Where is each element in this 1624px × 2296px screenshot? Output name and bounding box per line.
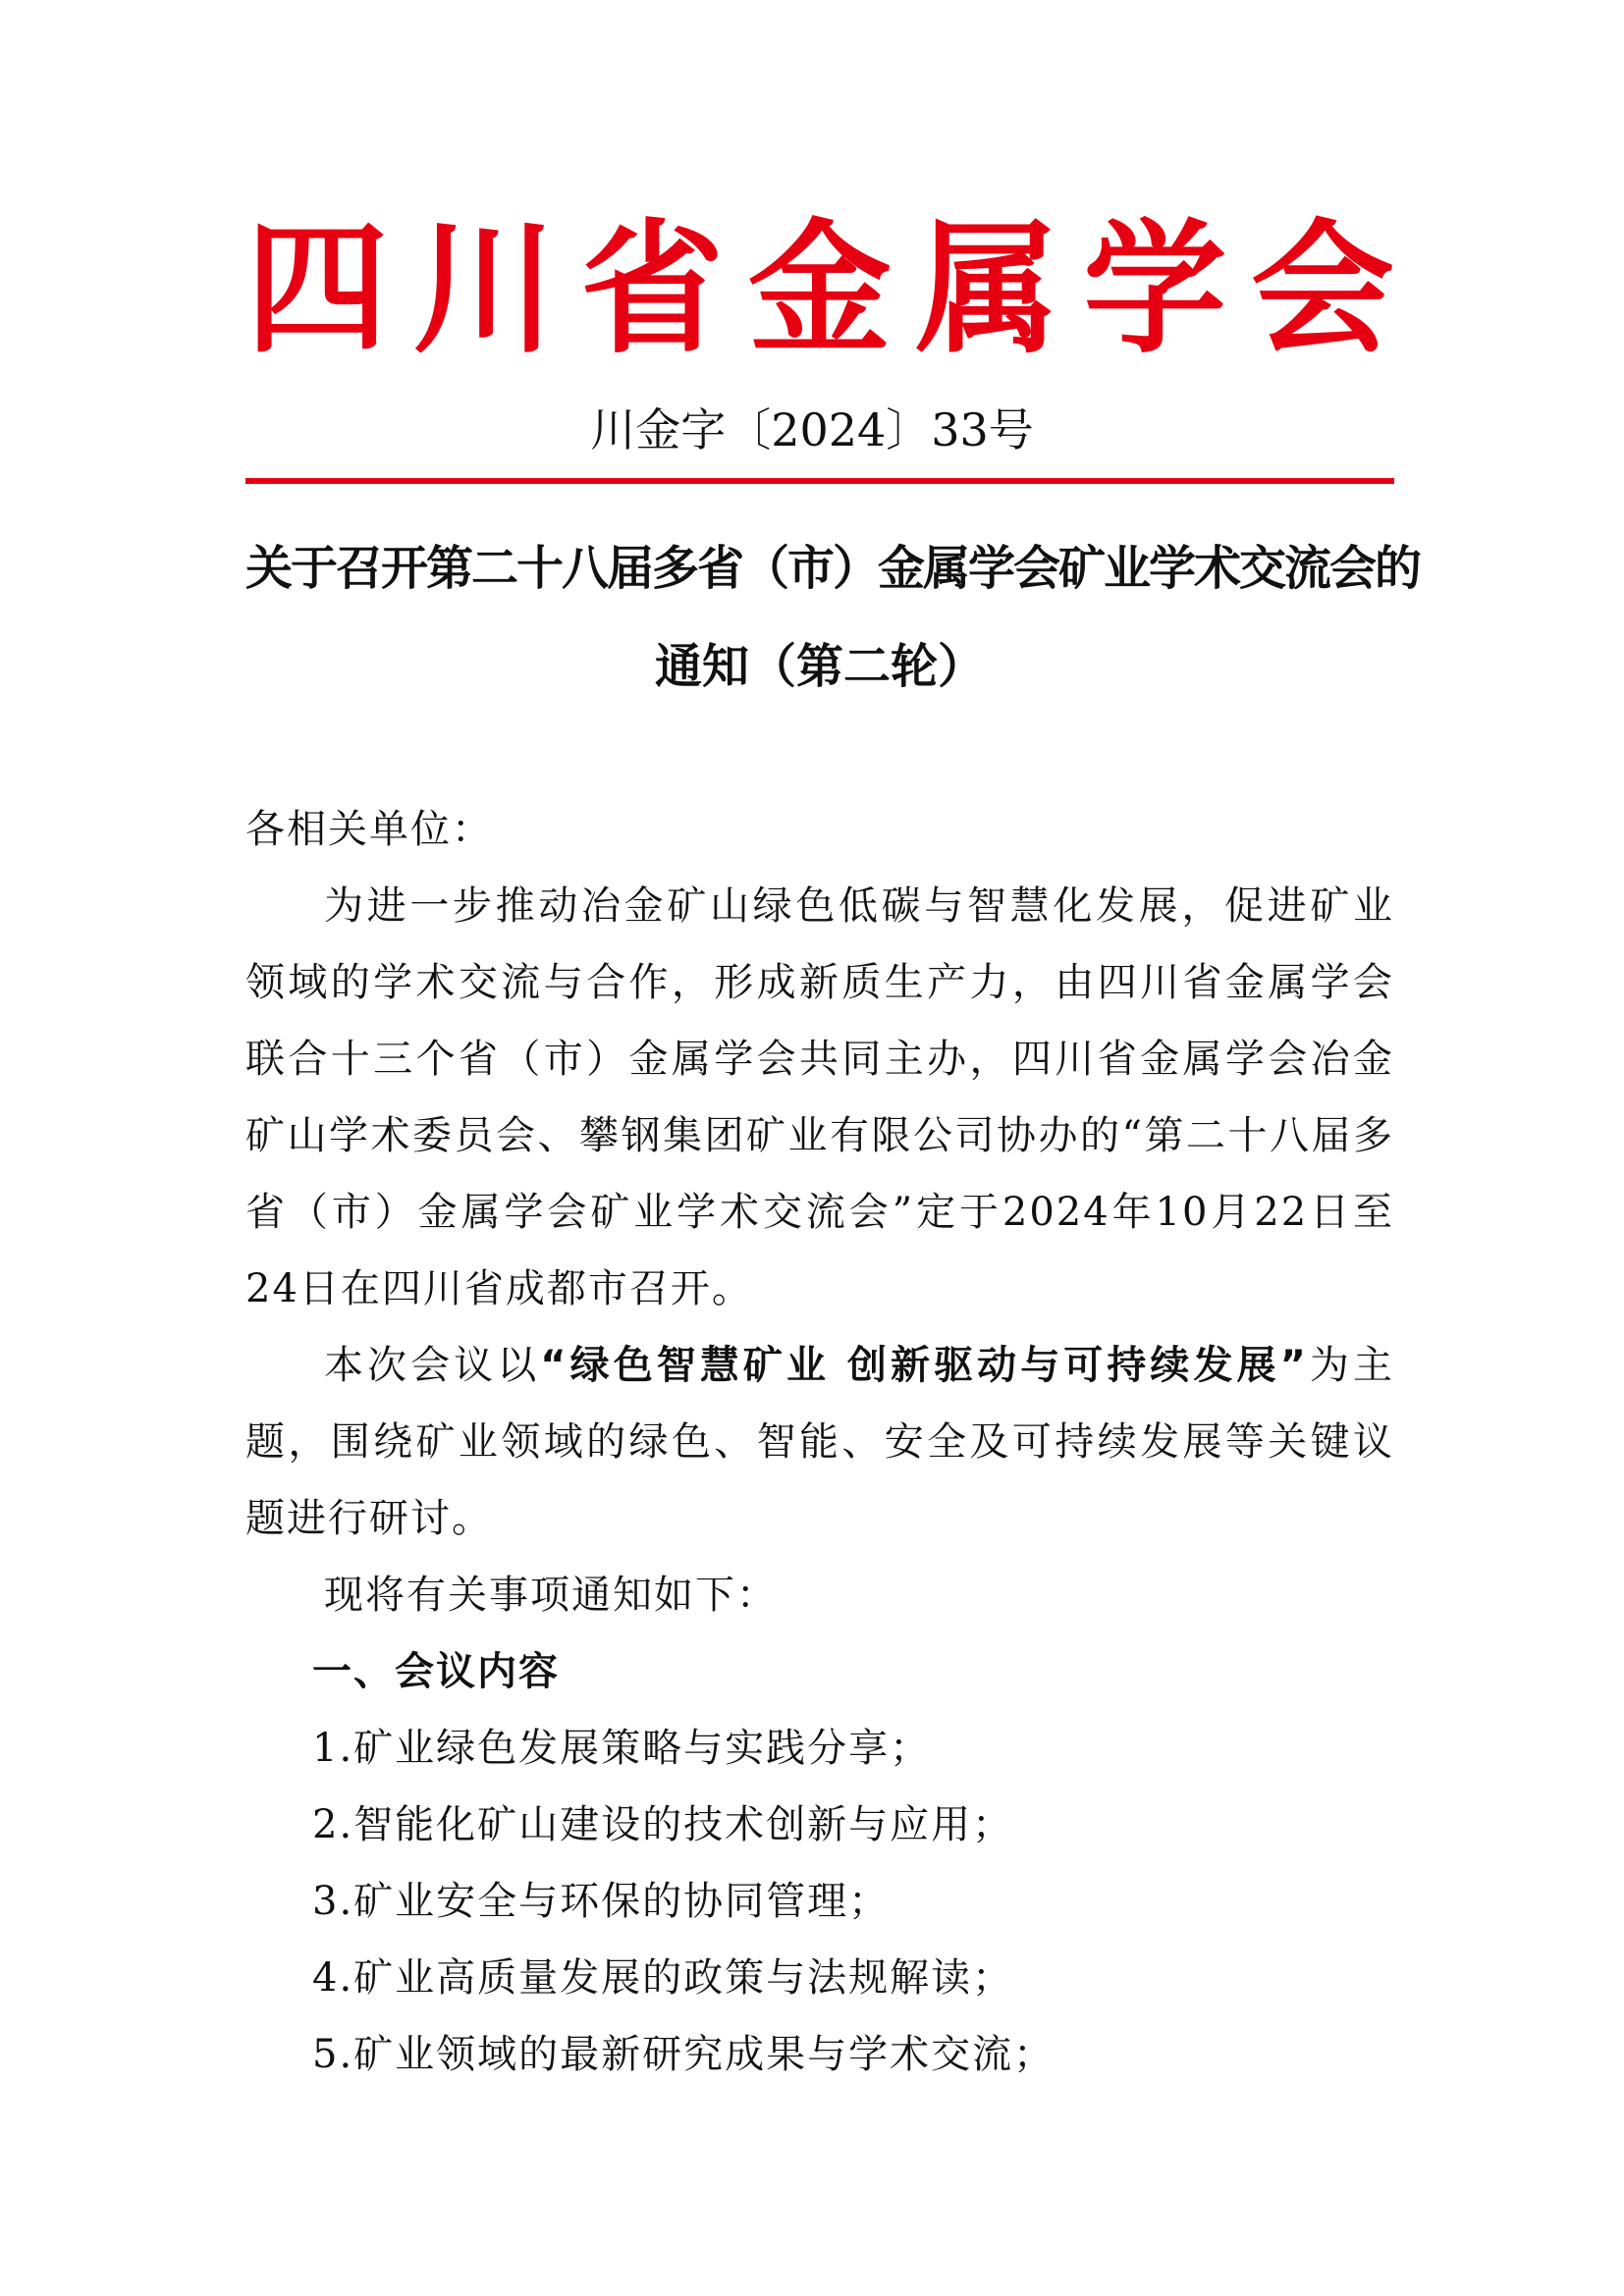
org-name-char: 川 [412,206,557,373]
theme-text: “绿色智慧矿业 创新驱动与可持续发展” [540,1343,1308,1388]
list-item: 4.矿业高质量发展的政策与法规解读； [312,1955,1014,2001]
letterhead-divider [245,478,1394,484]
paragraph-notice: 现将有关事项通知如下： [324,1573,778,1618]
letterhead-org-name [245,206,1394,373]
org-name-char: 省 [580,206,725,373]
document-body [245,791,1394,2093]
document-number: 川金字〔2024〕33号 [590,403,1034,456]
title-line-1: 关于召开第二十八届多省（市）金属学会矿业学术交流会的 [245,541,1421,596]
list-item: 3.矿业安全与环保的协同管理； [312,1879,891,1924]
org-name-char: 属 [915,206,1059,373]
paragraph-intro: 为进一步推动冶金矿山绿色低碳与智慧化发展，促进矿业领域的学术交流与合作，形成新质生产力，由四川省金属学会联合十三个省（市）金属学会共同主办，四川省金属学会冶金矿山学术委员会、攀钢集团矿业有限公司协办的“第二十八届多省（市）金属学会矿业学术交流会”定于2024年10月22日至24日在四川省成都市召开。 [245,883,1394,1311]
title-line-2: 通知（第二轮） [654,639,985,694]
section-heading: 一、会议内容 [312,1649,560,1694]
org-name-char: 会 [1250,206,1394,373]
document-title [245,530,1421,705]
org-name-char: 学 [1083,206,1227,373]
org-name-char: 四 [245,206,389,373]
list-item: 2.智能化矿山建设的技术创新与应用； [312,1802,1014,1847]
theme-suffix: 为主题，围绕矿业领域的绿色、智能、安全及可持续发展等关键议题进行研讨。 [245,1343,1394,1541]
org-name-char: 金 [747,206,892,373]
salutation: 各相关单位： [245,807,493,852]
list-item: 5.矿业领域的最新研究成果与学术交流； [312,2032,1056,2077]
list-item: 1.矿业绿色发展策略与实践分享； [312,1726,932,1771]
theme-prefix: 本次会议以 [324,1343,541,1388]
paragraph-theme [245,1327,1394,1557]
